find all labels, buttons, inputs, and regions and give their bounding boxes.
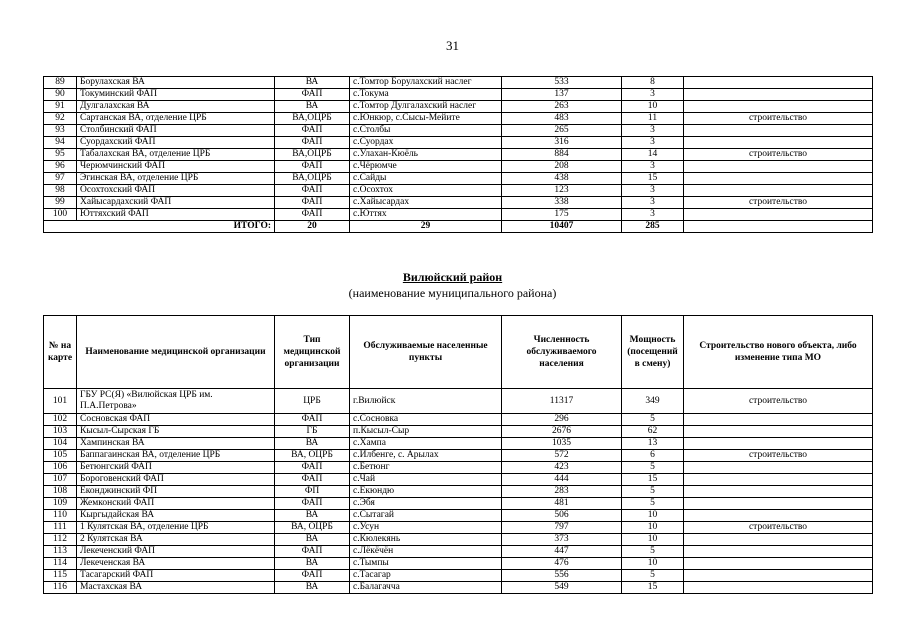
cell-capacity: 8: [622, 77, 684, 89]
cell-capacity: 10: [622, 534, 684, 546]
cell-organization-type: ВА: [275, 558, 350, 570]
cell-served-localities: с.Кюлекянь: [350, 534, 502, 546]
cell-served-population: 533: [502, 77, 622, 89]
cell-served-localities: с.Илбенге, с. Арылах: [350, 450, 502, 462]
cell-served-localities: с.Хайысардах: [350, 197, 502, 209]
table-row: [44, 414, 873, 426]
table-row: [44, 89, 873, 101]
cell-construction: строительство: [684, 450, 873, 462]
cell-organization-type: ФАП: [275, 185, 350, 197]
cell-served-localities: с.Лёкёчён: [350, 546, 502, 558]
cell-organization-name: Кыргыдайская ВА: [77, 510, 275, 522]
cell-served-localities: с.Юнкюр, с.Сысы-Мейите: [350, 113, 502, 125]
cell-map-number: 114: [44, 558, 77, 570]
cell-map-number: 90: [44, 89, 77, 101]
cell-construction: строительство: [684, 197, 873, 209]
cell-capacity: 5: [622, 498, 684, 510]
table-row: [44, 137, 873, 149]
cell-organization-type: ФАП: [275, 498, 350, 510]
cell-organization-type: ВА: [275, 582, 350, 594]
cell-organization-type: ФАП: [275, 414, 350, 426]
cell-map-number: 110: [44, 510, 77, 522]
total-capacity: 285: [622, 221, 684, 233]
table-row: [44, 113, 873, 125]
cell-served-localities: с.Бетюнг: [350, 462, 502, 474]
cell-capacity: 3: [622, 185, 684, 197]
cell-served-population: 476: [502, 558, 622, 570]
district-subtitle: (наименование муниципального района): [348, 286, 557, 300]
cell-organization-type: ВА: [275, 534, 350, 546]
cell-construction: [684, 582, 873, 594]
cell-served-population: 797: [502, 522, 622, 534]
cell-organization-type: ФАП: [275, 125, 350, 137]
cell-organization-name: Тасагарский ФАП: [77, 570, 275, 582]
total-row: [44, 221, 873, 233]
cell-construction: [684, 570, 873, 582]
cell-organization-name: Табалахская ВА, отделение ЦРБ: [77, 149, 275, 161]
cell-capacity: 13: [622, 438, 684, 450]
cell-capacity: 3: [622, 125, 684, 137]
cell-organization-name: Черюмчинский ФАП: [77, 161, 275, 173]
table-row: [44, 498, 873, 510]
cell-capacity: 10: [622, 522, 684, 534]
cell-construction: [684, 89, 873, 101]
cell-map-number: 92: [44, 113, 77, 125]
cell-capacity: 5: [622, 414, 684, 426]
cell-map-number: 89: [44, 77, 77, 89]
cell-organization-type: ВА: [275, 101, 350, 113]
cell-organization-name: Бороговенский ФАП: [77, 474, 275, 486]
header-map-number: № на карте: [44, 316, 77, 389]
cell-served-population: 263: [502, 101, 622, 113]
cell-construction: [684, 462, 873, 474]
cell-served-population: 373: [502, 534, 622, 546]
cell-capacity: 14: [622, 149, 684, 161]
cell-organization-type: ФП: [275, 486, 350, 498]
cell-construction: [684, 546, 873, 558]
cell-map-number: 101: [44, 389, 77, 414]
cell-organization-name: Борулахская ВА: [77, 77, 275, 89]
table-row: [44, 558, 873, 570]
table-row: [44, 522, 873, 534]
cell-organization-name: Суордахский ФАП: [77, 137, 275, 149]
cell-served-localities: с.Тасагар: [350, 570, 502, 582]
cell-construction: [684, 474, 873, 486]
cell-construction: [684, 209, 873, 221]
cell-map-number: 103: [44, 426, 77, 438]
cell-organization-type: ФАП: [275, 197, 350, 209]
table-row: [44, 546, 873, 558]
cell-map-number: 107: [44, 474, 77, 486]
table-row: [44, 389, 873, 414]
table-row: [44, 197, 873, 209]
cell-organization-name: Осохтохский ФАП: [77, 185, 275, 197]
cell-served-population: 572: [502, 450, 622, 462]
cell-map-number: 116: [44, 582, 77, 594]
table-row: [44, 474, 873, 486]
cell-map-number: 115: [44, 570, 77, 582]
cell-served-localities: г.Вилюйск: [350, 389, 502, 414]
cell-served-population: 283: [502, 486, 622, 498]
header-served-localities: Обслуживаемые населенные пункты: [350, 316, 502, 389]
cell-organization-type: ФАП: [275, 89, 350, 101]
cell-construction: [684, 77, 873, 89]
cell-construction: строительство: [684, 113, 873, 125]
cell-served-localities: с.Сытагай: [350, 510, 502, 522]
cell-organization-type: ФАП: [275, 209, 350, 221]
cell-map-number: 97: [44, 173, 77, 185]
table-row: [44, 149, 873, 161]
cell-construction: [684, 173, 873, 185]
cell-construction: [684, 185, 873, 197]
header-organization-name: Наименование медицинской организации: [77, 316, 275, 389]
cell-served-population: 444: [502, 474, 622, 486]
cell-organization-name: Сартанская ВА, отделение ЦРБ: [77, 113, 275, 125]
cell-served-population: 1035: [502, 438, 622, 450]
cell-capacity: 349: [622, 389, 684, 414]
cell-served-population: 884: [502, 149, 622, 161]
cell-capacity: 6: [622, 450, 684, 462]
cell-construction: [684, 534, 873, 546]
table-row: [44, 426, 873, 438]
cell-organization-type: ВА: [275, 77, 350, 89]
table-row: [44, 534, 873, 546]
cell-construction: строительство: [684, 522, 873, 534]
cell-served-population: 556: [502, 570, 622, 582]
cell-served-localities: с.Осохтох: [350, 185, 502, 197]
cell-map-number: 95: [44, 149, 77, 161]
cell-organization-type: ВА, ОЦРБ: [275, 450, 350, 462]
cell-served-localities: п.Кысыл-Сыр: [350, 426, 502, 438]
total-points-count: 29: [350, 221, 502, 233]
cell-map-number: 99: [44, 197, 77, 209]
cell-map-number: 111: [44, 522, 77, 534]
cell-map-number: 93: [44, 125, 77, 137]
cell-organization-type: ФАП: [275, 474, 350, 486]
cell-served-population: 2676: [502, 426, 622, 438]
table-row: [44, 450, 873, 462]
header-organization-type: Тип медицинской организации: [275, 316, 350, 389]
table-row: [44, 185, 873, 197]
facilities-table: [43, 315, 873, 594]
cell-capacity: 15: [622, 582, 684, 594]
cell-construction: [684, 558, 873, 570]
cell-capacity: 10: [622, 510, 684, 522]
cell-map-number: 105: [44, 450, 77, 462]
cell-served-localities: с.Юттях: [350, 209, 502, 221]
total-type-count: 20: [275, 221, 350, 233]
cell-organization-type: ФАП: [275, 161, 350, 173]
cell-organization-name: Кысыл-Сырская ГБ: [77, 426, 275, 438]
cell-map-number: 98: [44, 185, 77, 197]
cell-served-population: 265: [502, 125, 622, 137]
cell-served-population: 208: [502, 161, 622, 173]
cell-served-population: 483: [502, 113, 622, 125]
header-construction: Строительство нового объекта, либо изменение типа МО: [684, 316, 873, 389]
page-number: 31: [446, 38, 459, 53]
cell-organization-type: ВА,ОЦРБ: [275, 113, 350, 125]
cell-served-population: 423: [502, 462, 622, 474]
cell-served-localities: с.Усун: [350, 522, 502, 534]
cell-served-localities: с.Сайды: [350, 173, 502, 185]
cell-organization-type: ВА,ОЦРБ: [275, 173, 350, 185]
cell-capacity: 5: [622, 486, 684, 498]
cell-served-localities: с.Томтор Борулахский наслег: [350, 77, 502, 89]
cell-served-localities: с.Екюндю: [350, 486, 502, 498]
cell-map-number: 94: [44, 137, 77, 149]
cell-served-localities: с.Сосновка: [350, 414, 502, 426]
table-row: [44, 438, 873, 450]
cell-capacity: 3: [622, 89, 684, 101]
cell-capacity: 3: [622, 197, 684, 209]
table-row: [44, 161, 873, 173]
cell-served-localities: с.Хампа: [350, 438, 502, 450]
cell-organization-name: Сосновская ФАП: [77, 414, 275, 426]
table-row: [44, 77, 873, 89]
cell-construction: [684, 498, 873, 510]
cell-capacity: 5: [622, 570, 684, 582]
cell-organization-name: Баппагаинская ВА, отделение ЦРБ: [77, 450, 275, 462]
header-capacity: Мощность (посещений в смену): [622, 316, 684, 389]
cell-organization-name: Жемконский ФАП: [77, 498, 275, 510]
total-label: ИТОГО:: [44, 221, 275, 233]
cell-construction: [684, 438, 873, 450]
facilities-table-continued: [43, 76, 873, 233]
cell-organization-type: ФАП: [275, 546, 350, 558]
cell-construction: [684, 414, 873, 426]
cell-served-localities: с.Томтор Дулгалахский наслег: [350, 101, 502, 113]
cell-capacity: 62: [622, 426, 684, 438]
cell-organization-name: Лекеченский ФАП: [77, 546, 275, 558]
cell-map-number: 109: [44, 498, 77, 510]
table-row: [44, 582, 873, 594]
cell-map-number: 106: [44, 462, 77, 474]
cell-organization-name: Столбинский ФАП: [77, 125, 275, 137]
cell-organization-name: Лекеченская ВА: [77, 558, 275, 570]
cell-organization-name: Еконджинский ФП: [77, 486, 275, 498]
cell-capacity: 3: [622, 137, 684, 149]
cell-organization-type: ФАП: [275, 462, 350, 474]
cell-served-population: 296: [502, 414, 622, 426]
table-row: [44, 125, 873, 137]
cell-capacity: 5: [622, 546, 684, 558]
cell-organization-name: 1 Кулятская ВА, отделение ЦРБ: [77, 522, 275, 534]
cell-organization-type: ВА: [275, 438, 350, 450]
cell-capacity: 10: [622, 558, 684, 570]
cell-organization-type: ФАП: [275, 137, 350, 149]
cell-served-localities: с.Суордах: [350, 137, 502, 149]
cell-organization-name: Хампинская ВА: [77, 438, 275, 450]
table-row: [44, 570, 873, 582]
cell-map-number: 102: [44, 414, 77, 426]
cell-organization-name: Токуминский ФАП: [77, 89, 275, 101]
table-row: [44, 486, 873, 498]
cell-construction: [684, 510, 873, 522]
table-row: [44, 462, 873, 474]
cell-served-population: 447: [502, 546, 622, 558]
cell-organization-name: Хайысардахский ФАП: [77, 197, 275, 209]
cell-served-population: 438: [502, 173, 622, 185]
cell-map-number: 91: [44, 101, 77, 113]
cell-served-population: 137: [502, 89, 622, 101]
cell-map-number: 104: [44, 438, 77, 450]
cell-organization-name: 2 Кулятская ВА: [77, 534, 275, 546]
cell-capacity: 3: [622, 209, 684, 221]
cell-map-number: 108: [44, 486, 77, 498]
cell-served-localities: с.Чёрюмче: [350, 161, 502, 173]
cell-map-number: 100: [44, 209, 77, 221]
table-header-row: [44, 316, 873, 389]
cell-map-number: 113: [44, 546, 77, 558]
header-served-population: Численность обслуживаемого населения: [502, 316, 622, 389]
cell-served-localities: с.Улахан-Кюёль: [350, 149, 502, 161]
cell-served-population: 175: [502, 209, 622, 221]
cell-construction: строительство: [684, 149, 873, 161]
cell-organization-type: ВА: [275, 510, 350, 522]
cell-organization-type: ЦРБ: [275, 389, 350, 414]
cell-capacity: 5: [622, 462, 684, 474]
cell-construction: строительство: [684, 389, 873, 414]
cell-capacity: 15: [622, 173, 684, 185]
cell-served-localities: с.Токума: [350, 89, 502, 101]
cell-construction: [684, 486, 873, 498]
cell-organization-name: ГБУ РС(Я) «Вилюйская ЦРБ им. П.А.Петрова»: [77, 389, 275, 414]
cell-construction: [684, 137, 873, 149]
cell-organization-type: ВА, ОЦРБ: [275, 522, 350, 534]
cell-served-localities: с.Эбя: [350, 498, 502, 510]
cell-organization-name: Юттяхский ФАП: [77, 209, 275, 221]
district-title: Вилюйский район: [402, 270, 503, 284]
cell-served-localities: с.Тымпы: [350, 558, 502, 570]
cell-served-localities: с.Балагачча: [350, 582, 502, 594]
cell-served-localities: с.Чай: [350, 474, 502, 486]
table-row: [44, 173, 873, 185]
table-row: [44, 209, 873, 221]
cell-served-population: 506: [502, 510, 622, 522]
cell-organization-name: Дулгалахская ВА: [77, 101, 275, 113]
cell-organization-name: Эгинская ВА, отделение ЦРБ: [77, 173, 275, 185]
cell-served-population: 316: [502, 137, 622, 149]
cell-organization-type: ФАП: [275, 570, 350, 582]
cell-construction: [684, 426, 873, 438]
table-row: [44, 510, 873, 522]
cell-construction: [684, 125, 873, 137]
total-empty: [684, 221, 873, 233]
cell-map-number: 112: [44, 534, 77, 546]
table-row: [44, 101, 873, 113]
cell-organization-type: ВА,ОЦРБ: [275, 149, 350, 161]
cell-served-population: 338: [502, 197, 622, 209]
total-population: 10407: [502, 221, 622, 233]
cell-capacity: 11: [622, 113, 684, 125]
cell-construction: [684, 101, 873, 113]
cell-served-population: 549: [502, 582, 622, 594]
cell-capacity: 3: [622, 161, 684, 173]
cell-served-localities: с.Столбы: [350, 125, 502, 137]
cell-served-population: 481: [502, 498, 622, 510]
cell-served-population: 11317: [502, 389, 622, 414]
cell-organization-name: Мастахская ВА: [77, 582, 275, 594]
cell-map-number: 96: [44, 161, 77, 173]
cell-capacity: 15: [622, 474, 684, 486]
cell-organization-type: ГБ: [275, 426, 350, 438]
cell-served-population: 123: [502, 185, 622, 197]
cell-capacity: 10: [622, 101, 684, 113]
cell-organization-name: Бетюнгский ФАП: [77, 462, 275, 474]
cell-construction: [684, 161, 873, 173]
